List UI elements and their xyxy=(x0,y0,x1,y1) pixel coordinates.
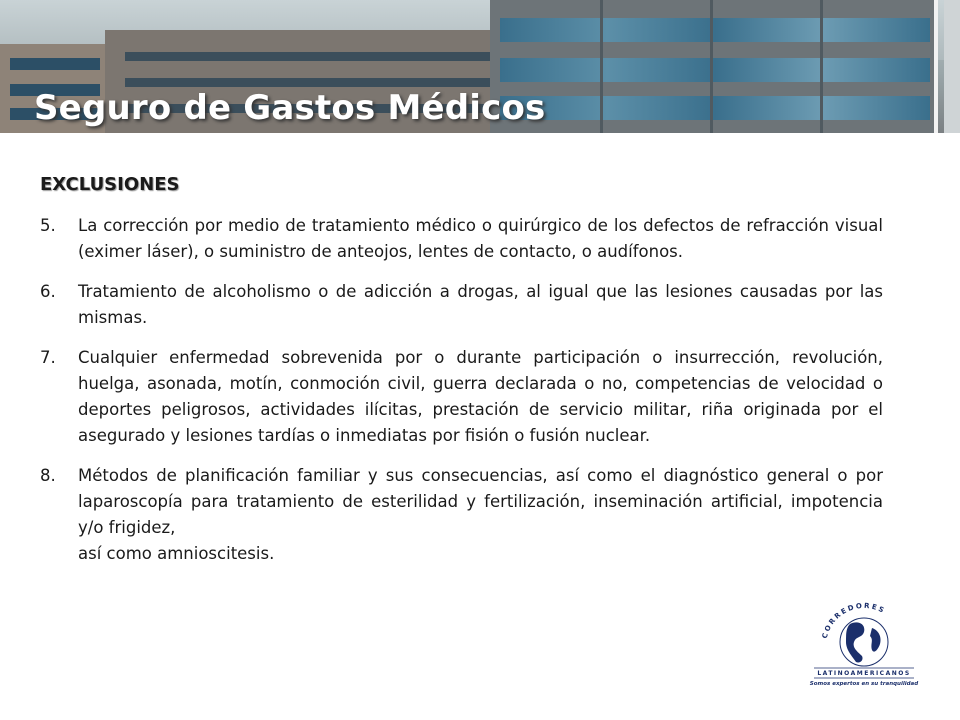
header-banner xyxy=(0,0,960,133)
list-item xyxy=(40,213,883,265)
logo-name: LATINOAMERICANOS xyxy=(817,670,911,677)
building-glass xyxy=(500,58,930,82)
banner-pillar xyxy=(934,0,938,133)
item-text: Métodos de planificación familiar y sus consecuencias, así como el diagnóstico general o por laparoscopía para tratamiento de esterilidad y fertilización, inseminación artificial, impotencia y/o frigidez, xyxy=(78,466,883,537)
building-window xyxy=(10,58,100,70)
building-mullion xyxy=(710,0,713,133)
item-number: 6. xyxy=(40,282,56,301)
item-text-wrapper xyxy=(78,463,883,567)
item-text-continuation: así como amnioscitesis. xyxy=(78,544,275,563)
item-number: 7. xyxy=(40,348,56,367)
exclusions-list xyxy=(40,213,883,581)
logo-tagline: Somos expertos en su tranquilidad xyxy=(809,681,919,687)
item-text: La corrección por medio de tratamiento médico o quirúrgico de los defectos de refracción visual (eximer láser), o suministro de anteojos, lentes de contacto, o audífonos. xyxy=(78,216,883,261)
building-mullion xyxy=(820,0,823,133)
globe-continent-icon xyxy=(870,628,881,652)
banner-pillar-edge xyxy=(944,0,960,133)
logo-arc-text: CORREDORES xyxy=(820,601,887,640)
building-mullion xyxy=(600,0,603,133)
building-glass xyxy=(500,96,930,120)
building-stripe xyxy=(125,52,505,61)
globe-americas-icon xyxy=(846,622,864,662)
list-item xyxy=(40,463,883,567)
item-text: Cualquier enfermedad sobrevenida por o durante participación o insurrección, revolución, huelga, asonada, motín, conmoción civil, guerra declarada o no, competencias de velocidad o deportes peligrosos, actividades ilícitas, prestación de servicio militar, riña originada por el asegurado y lesiones tardías o inmediatas por fisión o fusión nuclear. xyxy=(78,348,883,445)
section-heading: EXCLUSIONES xyxy=(40,174,180,195)
page-title: Seguro de Gastos Médicos xyxy=(34,88,546,128)
item-text: Tratamiento de alcoholismo o de adicción a drogas, al igual que las lesiones causadas por las mismas. xyxy=(78,282,883,327)
company-logo xyxy=(806,594,922,690)
item-number: 8. xyxy=(40,466,56,485)
building-right xyxy=(490,0,938,133)
list-item xyxy=(40,279,883,331)
building-glass xyxy=(500,18,930,42)
list-item xyxy=(40,345,883,449)
building-stripe xyxy=(125,78,505,87)
item-number: 5. xyxy=(40,216,56,235)
